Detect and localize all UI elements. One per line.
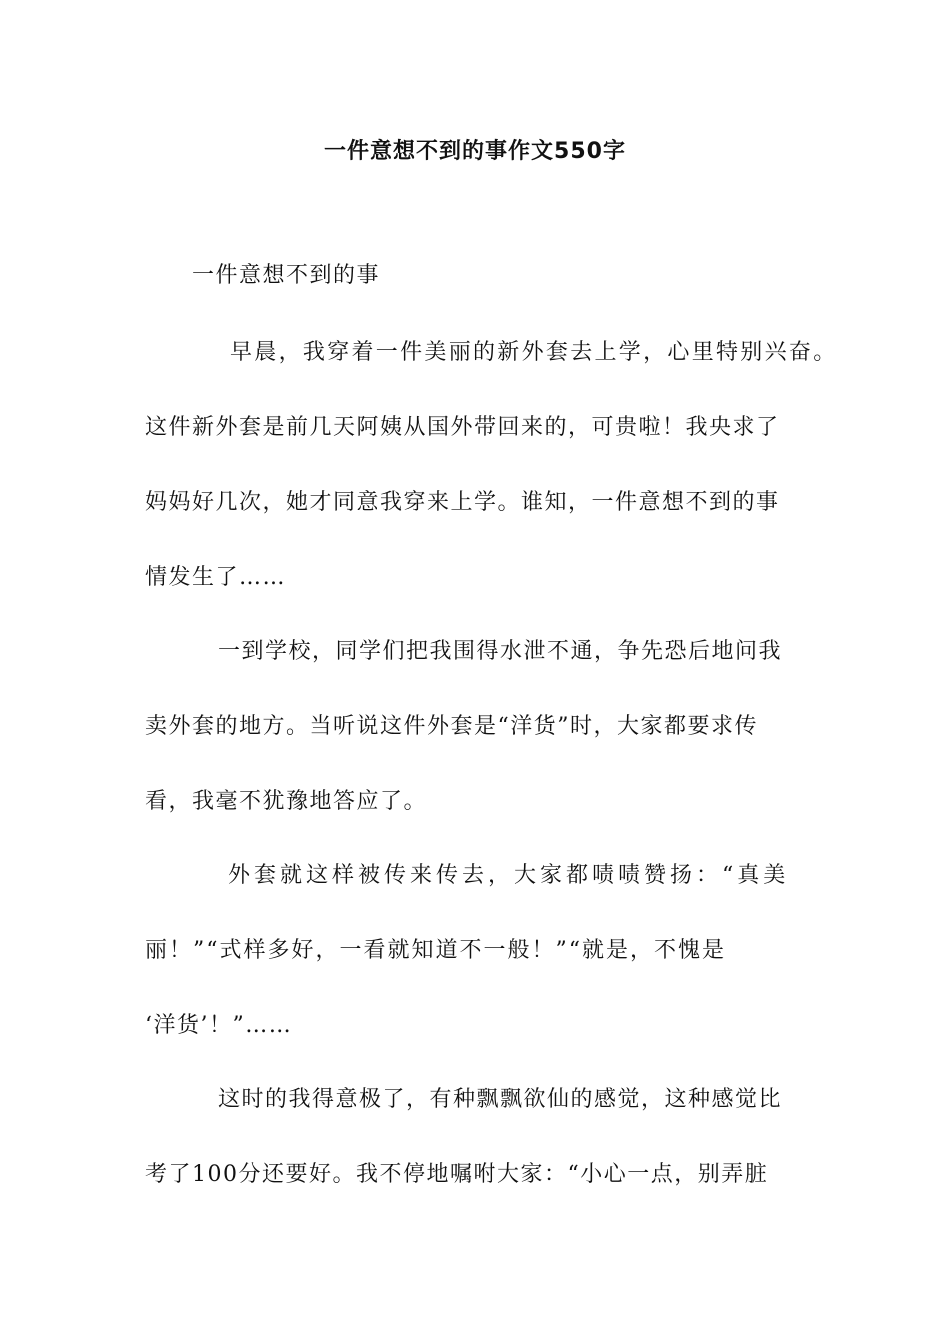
paragraph-line: 情发生了…… [145, 565, 287, 590]
paragraph-line: ‘洋货’！”…… [145, 1013, 293, 1038]
paragraph-line: 妈妈好几次，她才同意我穿来上学。谁知，一件意想不到的事 [145, 490, 780, 515]
paragraph-line: 早晨，我穿着一件美丽的新外套去上学，心里特别兴奋。 [230, 340, 838, 365]
paragraph-line: 卖外套的地方。当听说这件外套是“洋货”时，大家都要求传 [145, 714, 758, 739]
subtitle-line: 一件意想不到的事 [192, 263, 381, 288]
paragraph-line: 一到学校，同学们把我围得水泄不通，争先恐后地问我 [218, 639, 783, 664]
paragraph-line: 丽！”“式样多好，一看就知道不一般！”“就是，不愧是 [145, 938, 726, 963]
paragraph-line: 这件新外套是前几天阿姨从国外带回来的，可贵啦！我央求了 [145, 415, 780, 440]
paragraph-line: 外套就这样被传来传去，大家都啧啧赞扬：“真美 [228, 863, 790, 888]
paragraph-line: 考了100分还要好。我不停地嘱咐大家：“小心一点，别弄脏 [145, 1162, 769, 1187]
paragraph-line: 看，我毫不犹豫地答应了。 [145, 789, 428, 814]
paragraph-line: 这时的我得意极了，有种飘飘欲仙的感觉，这种感觉比 [218, 1087, 783, 1112]
document-title: 一件意想不到的事作文550字 [324, 139, 626, 164]
